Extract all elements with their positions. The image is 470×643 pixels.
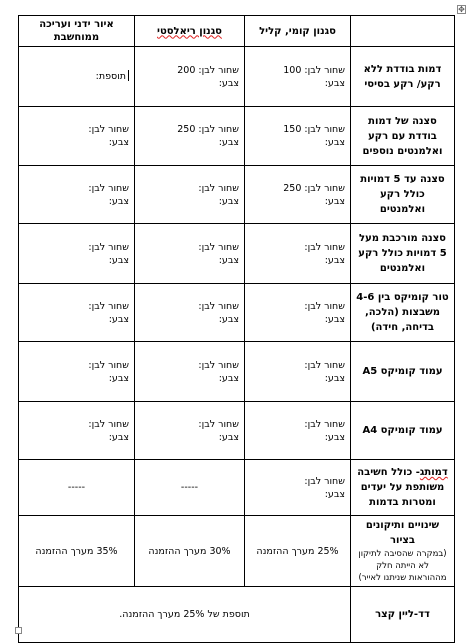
changes-note: (במקרה שהסיבה לתיקון לא הייתה חלק מההוראות שניתנו לאייר) (358, 549, 447, 583)
row-label (351, 460, 455, 516)
color-price: צבע: (324, 488, 345, 500)
table-row (19, 166, 455, 224)
color-price: צבע: (108, 254, 129, 266)
row-label: עמוד קומיקס A4 (351, 402, 455, 460)
bw-price: שחור לבן: (304, 475, 345, 487)
changes-label (351, 516, 455, 587)
color-price: צבע: (218, 313, 239, 325)
bw-price: שחור לבן: (88, 300, 129, 312)
changes-row (19, 516, 455, 587)
table-row (19, 107, 455, 166)
color-price: צבע: (108, 372, 129, 384)
price-cell[interactable] (245, 107, 351, 166)
row-label-prefix: דמותג (419, 467, 448, 478)
header-realistic-style (135, 16, 245, 47)
table-row (19, 460, 455, 516)
bw-price: שחור לבן: (88, 241, 129, 253)
price-cell[interactable] (245, 224, 351, 284)
header-empty (351, 16, 455, 47)
price-cell[interactable] (19, 342, 135, 402)
bw-price: שחור לבן: 200 (177, 64, 239, 76)
bw-price: שחור לבן: 250 (177, 124, 239, 135)
price-cell[interactable] (19, 284, 135, 342)
row-label: דמות בודדת ללא רקע/ רקע בסיסי (351, 47, 455, 107)
bw-price: שחור לבן: (198, 182, 239, 194)
bw-price: שחור לבן: (304, 359, 345, 371)
color-price: צבע: (108, 431, 129, 443)
na-cell[interactable]: ----- (135, 460, 245, 516)
bw-price: שחור לבן: (198, 300, 239, 312)
table-row (19, 402, 455, 460)
color-price: צבע: (324, 372, 345, 384)
header-comic-style: סגנון קומי, קליל (245, 16, 351, 47)
bw-price: שחור לבן: 150 (283, 124, 345, 135)
header-hand-drawn: איור ידני ועריכה ממוחשבת (19, 16, 135, 47)
price-cell[interactable] (135, 47, 245, 107)
price-cell[interactable] (135, 166, 245, 224)
price-cell[interactable] (19, 166, 135, 224)
table-resize-handle[interactable] (15, 627, 22, 634)
na-cell[interactable]: ----- (19, 460, 135, 516)
bw-price: שחור לבן: (304, 241, 345, 253)
bw-price: שחור לבן: (198, 418, 239, 430)
row-label-rest: - כולל חשיבה משותפת על יעדים ומטרות בדמות (357, 467, 445, 508)
price-cell[interactable] (135, 402, 245, 460)
bw-price: שחור לבן: (88, 124, 129, 135)
bw-price: שחור לבן: 250 (283, 182, 345, 194)
row-label: טור קומיקס בין 4-6 משבצות (הלכה, בדיחה, חידה) (351, 284, 455, 342)
color-price: צבע: (218, 137, 239, 148)
bw-price: שחור לבן: 100 (283, 64, 345, 76)
text-cursor (128, 70, 129, 81)
row-label: סצנה של דמות בודדת עם רקע ואלמנטים נוספים (351, 107, 455, 166)
color-price: צבע: (324, 195, 345, 207)
bw-price: שחור לבן: (304, 300, 345, 312)
addition-label: תוספת: (24, 70, 129, 83)
changes-realistic-cell[interactable]: 30% מערך ההזמנה (135, 516, 245, 587)
color-price: צבע: (324, 254, 345, 266)
bw-price: שחור לבן: (198, 359, 239, 371)
bw-price: שחור לבן: (198, 241, 239, 253)
price-cell[interactable] (245, 402, 351, 460)
table-row (19, 224, 455, 284)
color-price: צבע: (324, 77, 345, 89)
color-price: צבע: (324, 137, 345, 148)
bw-price: שחור לבן: (88, 418, 129, 430)
color-price: צבע: (108, 195, 129, 207)
color-price: צבע: (218, 77, 239, 89)
price-cell[interactable] (135, 107, 245, 166)
bw-price: שחור לבן: (88, 182, 129, 194)
changes-hand-cell[interactable]: 35% מערך ההזמנה (19, 516, 135, 587)
price-cell[interactable] (19, 47, 135, 107)
color-price: צבע: (218, 195, 239, 207)
price-cell[interactable] (245, 342, 351, 402)
color-price: צבע: (218, 372, 239, 384)
color-price: צבע: (218, 254, 239, 266)
color-price: צבע: (324, 431, 345, 443)
price-cell[interactable] (245, 166, 351, 224)
price-cell[interactable] (135, 284, 245, 342)
color-price: צבע: (218, 431, 239, 443)
bw-price: שחור לבן: (88, 359, 129, 371)
price-table (18, 15, 455, 643)
price-cell[interactable] (135, 342, 245, 402)
color-price: צבע: (324, 313, 345, 325)
color-price: צבע: (108, 313, 129, 325)
table-row (19, 47, 455, 107)
price-cell[interactable] (19, 224, 135, 284)
deadline-row (19, 587, 455, 643)
bw-price: שחור לבן: (304, 418, 345, 430)
row-label: סצנה עד 5 דמויות כולל רקע ואלמנטים (351, 166, 455, 224)
price-cell[interactable] (135, 224, 245, 284)
table-row (19, 284, 455, 342)
changes-comic-cell[interactable]: 25% מערך ההזמנה (245, 516, 351, 587)
row-label: עמוד קומיקס A5 (351, 342, 455, 402)
table-move-handle[interactable]: ✥ (458, 5, 465, 14)
table-row (19, 342, 455, 402)
deadline-cell[interactable]: תוספת של 25% מערך ההזמנה. (19, 587, 351, 643)
price-cell[interactable] (245, 460, 351, 516)
deadline-label: דד-ליין קצר (351, 587, 455, 643)
price-cell[interactable] (19, 402, 135, 460)
price-cell[interactable] (19, 107, 135, 166)
price-cell[interactable] (245, 284, 351, 342)
header-realistic-text: סגנון ריאלסטי (157, 25, 222, 37)
row-label: סצנה מורכבת מעל 5 דמויות כולל רקע ואלמנטים (351, 224, 455, 284)
price-cell[interactable] (245, 47, 351, 107)
header-row (19, 16, 455, 47)
color-price: צבע: (108, 137, 129, 148)
changes-title: שינויים ותיקונים בציור (365, 520, 440, 546)
